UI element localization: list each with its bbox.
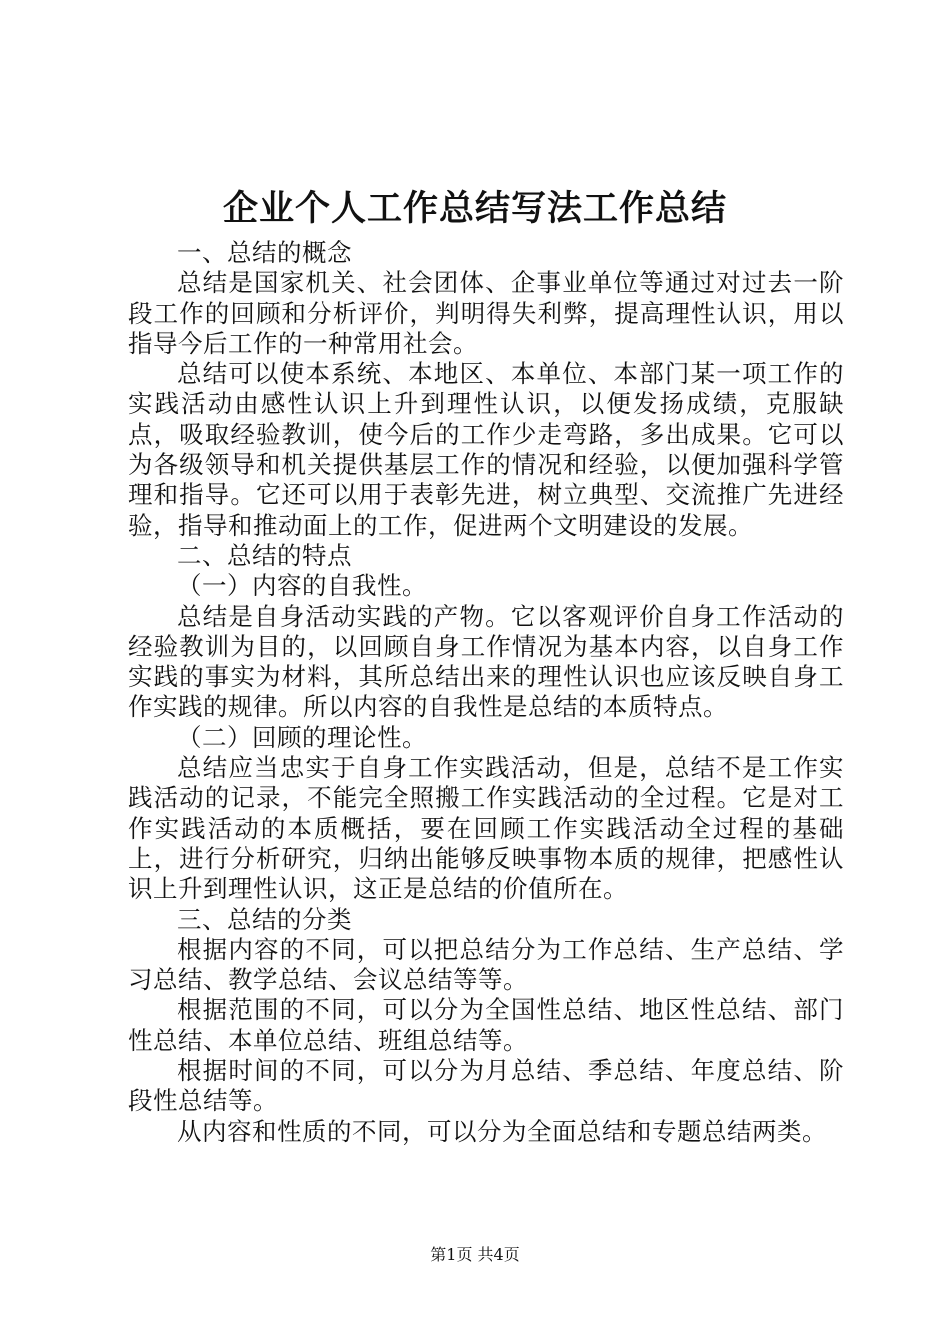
section-heading-concept: 一、总结的概念 xyxy=(177,238,352,267)
paragraph: 总结是国家机关、社会团体、企事业单位等通过对过去一阶段工作的回顾和分析评价，判明得失利弊，提高理性认识，用以指导今后工作的一种常用社会。 xyxy=(128,268,844,358)
document-title: 企业个人工作总结写法工作总结 xyxy=(222,188,727,229)
document-body xyxy=(128,238,844,1147)
paragraph: 根据范围的不同，可以分为全国性总结、地区性总结、部门性总结、本单位总结、班组总结等。 xyxy=(128,995,844,1055)
paragraph: 从内容和性质的不同，可以分为全面总结和专题总结两类。 xyxy=(177,1116,827,1146)
paragraph: 总结是自身活动实践的产物。它以客观评价自身工作活动的经验教训为目的，以回顾自身工作情况为基本内容，以自身工作实践的事实为材料，其所总结出来的理性认识也应该反映自身工作实践的规律。所以内容的自我性是总结的本质特点。 xyxy=(128,601,844,722)
paragraph: 总结可以使本系统、本地区、本单位、本部门某一项工作的实践活动由感性认识上升到理性认识，以便发扬成绩，克服缺点，吸取经验教训，使今后的工作少走弯路，多出成果。它可以为各级领导和机关提供基层工作的情况和经验，以便加强科学管理和指导。它还可以用于表彰先进，树立典型、交流推广先进经验，指导和推动面上的工作，促进两个文明建设的发展。 xyxy=(128,359,844,540)
paragraph: 根据内容的不同，可以把总结分为工作总结、生产总结、学习总结、教学总结、会议总结等等。 xyxy=(128,934,844,995)
subsection-heading: （一）内容的自我性。 xyxy=(177,571,427,601)
paragraph: 总结应当忠实于自身工作实践活动，但是，总结不是工作实践活动的记录，不能完全照搬工作实践活动的全过程。它是对工作实践活动的本质概括，要在回顾工作实践活动全过程的基础上，进行分析研究，归纳出能够反映事物本质的规律，把感性认识上升到理性认识，这正是总结的价值所在。 xyxy=(128,753,844,904)
page-number-footer: 第1页 共4页 xyxy=(430,1245,520,1264)
subsection-heading: （二）回顾的理论性。 xyxy=(177,722,427,752)
section-heading-categories: 三、总结的分类 xyxy=(177,904,352,934)
section-heading-features: 二、总结的特点 xyxy=(177,540,352,570)
paragraph: 根据时间的不同，可以分为月总结、季总结、年度总结、阶段性总结等。 xyxy=(128,1056,844,1116)
